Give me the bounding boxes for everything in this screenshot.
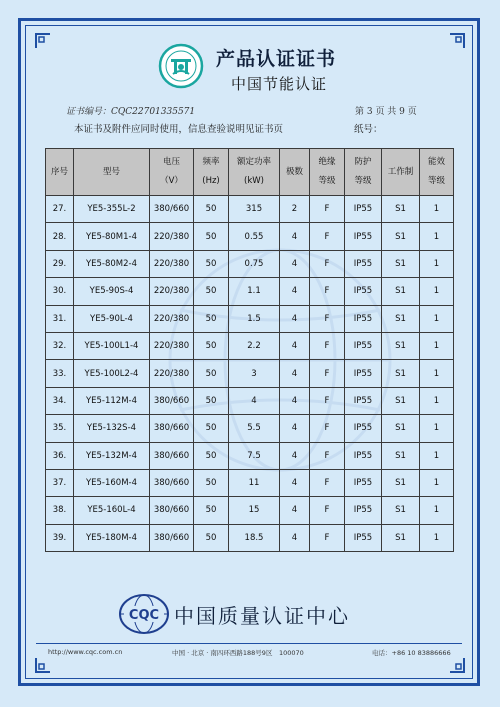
table-header-row (46, 149, 454, 196)
table-cell: 3 (229, 360, 280, 387)
table-cell: YE5-90S-4 (74, 278, 150, 305)
table-cell: IP55 (345, 442, 382, 469)
table-cell: S1 (382, 387, 420, 414)
column-header-label: 防护 (354, 157, 372, 167)
table-cell: YE5-100L2-4 (74, 360, 150, 387)
certificate-subtitle: 中国节能认证 (231, 75, 328, 93)
page-indicator: 第 3 页 共 9 页 (355, 107, 417, 117)
table-cell: 1 (420, 415, 454, 442)
table-cell: F (310, 442, 345, 469)
table-cell: 15 (229, 497, 280, 524)
table-row (46, 305, 454, 332)
table-cell: 5.5 (229, 415, 280, 442)
table-cell: IP55 (345, 497, 382, 524)
corner-ornament-icon (448, 656, 466, 674)
table-cell: 4 (280, 223, 310, 250)
table-cell: S1 (382, 278, 420, 305)
table-cell: 32. (46, 332, 74, 359)
table-cell: 4 (280, 360, 310, 387)
table-cell: 220/380 (150, 223, 194, 250)
cqc-logo-text: CQC (128, 608, 160, 623)
table-cell: 1 (420, 387, 454, 414)
table-cell: 1.5 (229, 305, 280, 332)
product-table (45, 148, 453, 552)
table-cell: 1 (420, 223, 454, 250)
table-cell: YE5-100L1-4 (74, 332, 150, 359)
table-cell: IP55 (345, 469, 382, 496)
table-cell: S1 (382, 305, 420, 332)
table-cell: S1 (382, 196, 420, 223)
column-header-sublabel: （V） (160, 176, 183, 186)
table-cell: 220/380 (150, 278, 194, 305)
table-row (46, 524, 454, 551)
table-cell: 1 (420, 196, 454, 223)
table-cell: 50 (194, 469, 229, 496)
table-cell: 4 (280, 497, 310, 524)
table-cell: YE5-355L-2 (74, 196, 150, 223)
table-cell: YE5-112M-4 (74, 387, 150, 414)
table-cell: F (310, 524, 345, 551)
table-cell: F (310, 360, 345, 387)
table-cell: YE5-80M2-4 (74, 250, 150, 277)
table-cell: 4 (280, 442, 310, 469)
table-cell: 36. (46, 442, 74, 469)
table-cell: IP55 (345, 360, 382, 387)
table-row (46, 415, 454, 442)
table-cell: 18.5 (229, 524, 280, 551)
table-cell: YE5-160M-4 (74, 469, 150, 496)
table-cell: 50 (194, 360, 229, 387)
table-row (46, 278, 454, 305)
table-cell: F (310, 497, 345, 524)
table-row (46, 332, 454, 359)
table-row (46, 223, 454, 250)
table-cell: 380/660 (150, 415, 194, 442)
table-cell: S1 (382, 360, 420, 387)
table-cell: 380/660 (150, 196, 194, 223)
table-cell: 380/660 (150, 524, 194, 551)
table-cell: 50 (194, 250, 229, 277)
table-cell: 7.5 (229, 442, 280, 469)
certificate-title: 产品认证证书 (216, 48, 337, 70)
issuer-name: 中国质量认证中心 (174, 604, 350, 628)
cqc-logo-icon (118, 593, 170, 635)
table-cell: 27. (46, 196, 74, 223)
column-header-sublabel: 等级 (318, 176, 336, 186)
column-header (74, 149, 150, 196)
table-cell: IP55 (345, 278, 382, 305)
table-cell: 50 (194, 442, 229, 469)
energy-saving-certification-logo-icon (158, 43, 204, 89)
table-row (46, 469, 454, 496)
footer-address: 中国 · 北京 · 南四环西路188号9区 100070 (172, 649, 304, 657)
table-cell: IP55 (345, 415, 382, 442)
table-cell: 4 (280, 332, 310, 359)
table-cell: 50 (194, 497, 229, 524)
table-cell: 50 (194, 223, 229, 250)
corner-ornament-icon (34, 32, 52, 50)
table-row (46, 360, 454, 387)
table-cell: 4 (280, 415, 310, 442)
table-cell: YE5-90L-4 (74, 305, 150, 332)
table-row (46, 250, 454, 277)
table-cell: 1 (420, 250, 454, 277)
table-cell: 33. (46, 360, 74, 387)
table-cell: 380/660 (150, 387, 194, 414)
usage-notice: 本证书及附件应同时使用，信息查验说明见证书页 (74, 124, 284, 135)
table-cell: 11 (229, 469, 280, 496)
table-cell: S1 (382, 332, 420, 359)
table-cell: YE5-180M-4 (74, 524, 150, 551)
table-cell: 1 (420, 360, 454, 387)
table-cell: 50 (194, 415, 229, 442)
table-cell: S1 (382, 415, 420, 442)
column-header-sublabel: 等级 (354, 176, 372, 186)
table-cell: 1.1 (229, 278, 280, 305)
table-cell: F (310, 415, 345, 442)
table-cell: S1 (382, 469, 420, 496)
table-cell: 50 (194, 278, 229, 305)
table-cell: 1 (420, 497, 454, 524)
column-header-label: 额定功率 (236, 157, 271, 167)
table-cell: 50 (194, 196, 229, 223)
table-cell: 380/660 (150, 497, 194, 524)
table-cell: 35. (46, 415, 74, 442)
column-header-label: 能效 (427, 157, 445, 167)
table-cell: 34. (46, 387, 74, 414)
paper-number-label: 纸号： (354, 124, 383, 135)
column-header (420, 149, 454, 196)
column-header-label: 型号 (102, 166, 120, 177)
table-cell: 4 (280, 524, 310, 551)
table-row (46, 196, 454, 223)
column-header-label: 绝缘 (318, 157, 336, 167)
column-header (229, 149, 280, 196)
corner-ornament-icon (448, 32, 466, 50)
table-cell: 2 (280, 196, 310, 223)
table-cell: 1 (420, 332, 454, 359)
table-row (46, 442, 454, 469)
table-cell: 220/380 (150, 250, 194, 277)
column-header (280, 149, 310, 196)
table-cell: F (310, 305, 345, 332)
table-cell: 30. (46, 278, 74, 305)
column-header (310, 149, 345, 196)
table-cell: 37. (46, 469, 74, 496)
column-header (194, 149, 229, 196)
table-cell: 38. (46, 497, 74, 524)
table-cell: 4 (280, 387, 310, 414)
table-cell: 380/660 (150, 442, 194, 469)
column-header (382, 149, 420, 196)
table-cell: S1 (382, 524, 420, 551)
table-cell: 50 (194, 387, 229, 414)
column-header-label: 工作制 (387, 166, 414, 177)
table-cell: YE5-80M1-4 (74, 223, 150, 250)
column-header-label: 电压 (162, 157, 180, 167)
table-cell: IP55 (345, 250, 382, 277)
table-cell: 4 (280, 250, 310, 277)
table-cell: S1 (382, 223, 420, 250)
table-cell: F (310, 387, 345, 414)
table-cell: 50 (194, 524, 229, 551)
column-header (345, 149, 382, 196)
table-cell: 4 (280, 305, 310, 332)
table-cell: 380/660 (150, 469, 194, 496)
table-cell: 0.55 (229, 223, 280, 250)
table-cell: 4 (280, 469, 310, 496)
table-cell: S1 (382, 250, 420, 277)
table-cell: 315 (229, 196, 280, 223)
table-cell: YE5-132S-4 (74, 415, 150, 442)
table-cell: 2.2 (229, 332, 280, 359)
table-cell: S1 (382, 442, 420, 469)
table-cell: 220/380 (150, 360, 194, 387)
table-cell: 0.75 (229, 250, 280, 277)
table-cell: 29. (46, 250, 74, 277)
table-cell: 1 (420, 278, 454, 305)
table-cell: S1 (382, 497, 420, 524)
table-cell: IP55 (345, 305, 382, 332)
table-cell: 28. (46, 223, 74, 250)
table-cell: 50 (194, 332, 229, 359)
table-cell: 4 (280, 278, 310, 305)
column-header-sublabel: 等级 (427, 176, 445, 186)
table-cell: 4 (229, 387, 280, 414)
table-cell: F (310, 469, 345, 496)
table-cell: 220/380 (150, 305, 194, 332)
table-cell: 1 (420, 524, 454, 551)
table-row (46, 387, 454, 414)
table-cell: IP55 (345, 223, 382, 250)
table-cell: 1 (420, 442, 454, 469)
table-cell: 39. (46, 524, 74, 551)
footer-phone: 电话：+86 10 83886666 (372, 649, 451, 657)
table-cell: F (310, 278, 345, 305)
table-cell: 1 (420, 305, 454, 332)
column-header (46, 149, 74, 196)
table-cell: YE5-132M-4 (74, 442, 150, 469)
column-header-sublabel: (Hz) (202, 176, 220, 186)
column-header-label: 序号 (50, 166, 68, 177)
table-cell: F (310, 250, 345, 277)
table-cell: 31. (46, 305, 74, 332)
footer-website: http://www.cqc.com.cn (48, 648, 123, 656)
column-header (150, 149, 194, 196)
corner-ornament-icon (34, 656, 52, 674)
certificate-number: 证书编号：CQC22701335571 (66, 107, 196, 117)
table-cell: YE5-160L-4 (74, 497, 150, 524)
table-cell: F (310, 332, 345, 359)
table-cell: 50 (194, 305, 229, 332)
column-header-sublabel: (kW) (244, 176, 264, 186)
table-cell: IP55 (345, 524, 382, 551)
table-cell: 1 (420, 469, 454, 496)
table-cell: F (310, 223, 345, 250)
column-header-label: 频率 (202, 157, 220, 167)
table-cell: IP55 (345, 387, 382, 414)
table-cell: F (310, 196, 345, 223)
table-cell: IP55 (345, 196, 382, 223)
table-cell: IP55 (345, 332, 382, 359)
table-cell: 220/380 (150, 332, 194, 359)
footer-divider (36, 643, 462, 644)
table-row (46, 497, 454, 524)
column-header-label: 极数 (285, 166, 303, 177)
